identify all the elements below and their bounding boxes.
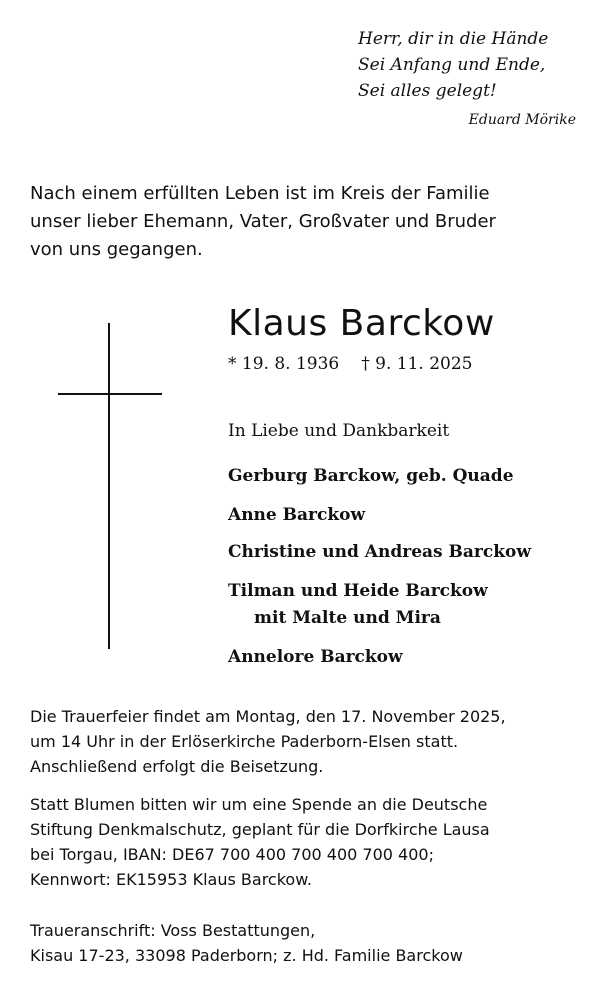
donation-line: bei Torgau, IBAN: DE67 700 400 700 400 700 400;: [30, 845, 434, 864]
funeral-details: [30, 704, 590, 779]
funeral-line: Die Trauerfeier findet am Montag, den 17. November 2025,: [30, 707, 506, 726]
intro-line: unser lieber Ehemann, Vater, Großvater und Bruder: [30, 211, 496, 232]
epigraph-quote: [300, 26, 576, 130]
quote-line: Sei Anfang und Ende,: [358, 55, 546, 75]
death-date: † 9. 11. 2025: [361, 354, 473, 374]
intro-line: von uns gegangen.: [30, 239, 203, 260]
mourner-name: Gerburg Barckow, geb. Quade: [228, 466, 514, 486]
mourner-name: Tilman und Heide Barckow: [228, 581, 488, 601]
address-line: Kisau 17-23, 33098 Paderborn; z. Hd. Familie Barckow: [30, 946, 463, 965]
funeral-line: Anschließend erfolgt die Beisetzung.: [30, 757, 324, 776]
birth-date: * 19. 8. 1936: [228, 354, 340, 374]
mourners-intro: In Liebe und Dankbarkeit: [228, 421, 450, 441]
deceased-name: Klaus Barckow: [228, 303, 495, 344]
cross-icon-horizontal-bar: [58, 393, 162, 395]
mourner-name: Annelore Barckow: [228, 647, 403, 667]
mourner-name-continuation: mit Malte und Mira: [254, 608, 441, 628]
condolence-address: [30, 918, 590, 968]
intro-line: Nach einem erfüllten Leben ist im Kreis der Familie: [30, 183, 490, 204]
donation-line: Kennwort: EK15953 Klaus Barckow.: [30, 870, 312, 889]
life-dates: [228, 352, 472, 376]
donation-line: Stiftung Denkmalschutz, geplant für die Dorfkirche Lausa: [30, 820, 490, 839]
quote-author: Eduard Mörike: [468, 112, 576, 128]
funeral-line: um 14 Uhr in der Erlöserkirche Paderborn-Elsen statt.: [30, 732, 459, 751]
quote-line: Herr, dir in die Hände: [358, 29, 549, 49]
cross-icon-vertical-bar: [108, 323, 110, 649]
quote-line: Sei alles gelegt!: [358, 81, 497, 101]
donation-request: [30, 792, 590, 892]
address-line: Traueranschrift: Voss Bestattungen,: [30, 921, 316, 940]
mourner-name: Christine und Andreas Barckow: [228, 542, 531, 562]
intro-text: [30, 180, 590, 264]
mourner-name: Anne Barckow: [228, 505, 366, 525]
donation-line: Statt Blumen bitten wir um eine Spende an die Deutsche: [30, 795, 488, 814]
